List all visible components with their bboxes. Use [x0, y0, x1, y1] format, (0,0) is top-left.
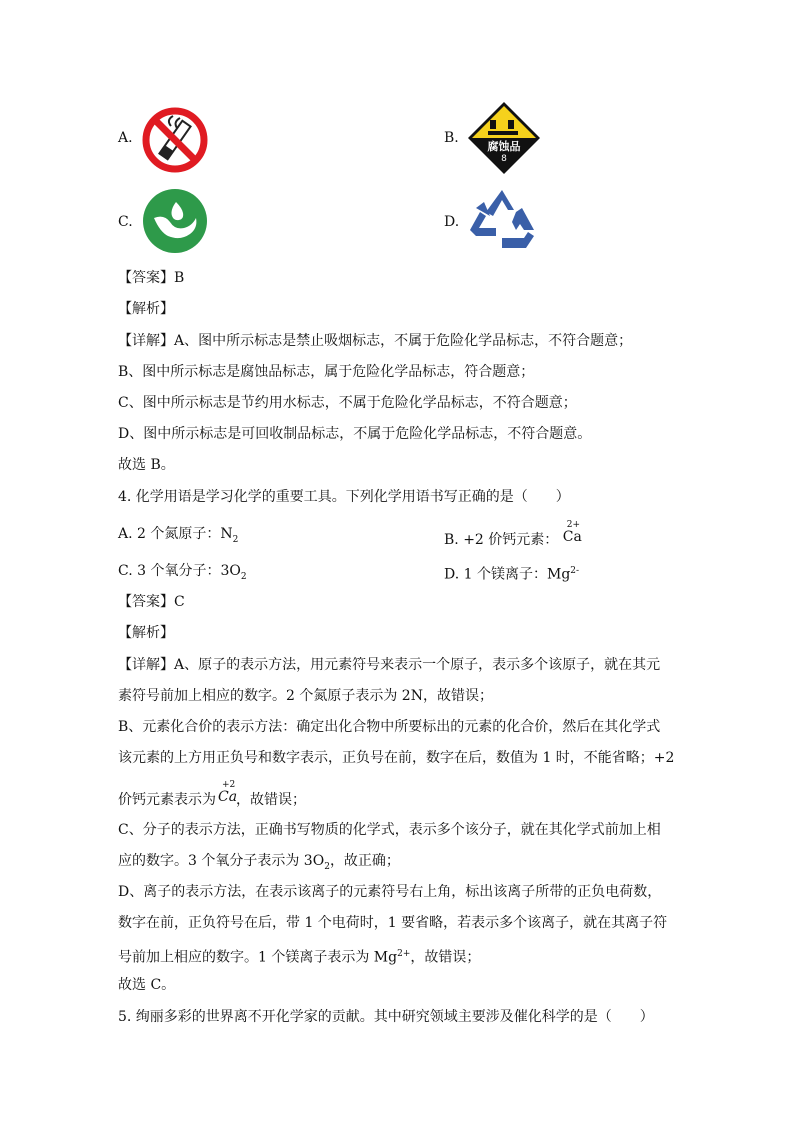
q3-answer: 【答案】B — [118, 270, 185, 286]
corrosive-sign-text: 腐蚀品 — [487, 140, 521, 153]
q4-detail-c1: C、分子的表示方法，正确书写物质的化学式，表示多个该分子，就在其化学式前加上相 — [118, 822, 661, 838]
q4-detail-c2-text: 应的数字。3 个氧分子表示为 3O — [118, 853, 325, 869]
q4-detail-d3-sup: 2+ — [397, 949, 411, 959]
q4-detail-a1: 【详解】A、原子的表示方法，用元素符号来表示一个原子，表示多个该原子，就在其元 — [118, 657, 661, 673]
q4-option-a — [118, 524, 238, 550]
option-d-label: D. — [444, 214, 460, 230]
q4-option-b-symbol: Ca — [562, 529, 582, 545]
q3-choose: 故选 B。 — [118, 457, 175, 473]
q3-detail-d: D、图中所示标志是可回收制品标志，不属于危险化学品标志，不符合题意。 — [118, 426, 592, 442]
option-a-label: A. — [118, 130, 133, 146]
corrosive-sign-icon — [466, 100, 542, 176]
q4-detail-b3-symbol: Ca — [218, 789, 238, 805]
q4-analysis-head: 【解析】 — [118, 625, 174, 641]
q4-detail-d3-post: ，故错误； — [410, 949, 481, 966]
q5-stem: 5. 绚丽多彩的世界离不开化学家的贡献。其中研究领域主要涉及催化科学的是（ ） — [118, 1009, 654, 1025]
no-smoking-icon — [141, 106, 209, 174]
q4-option-b-text: B. +2 价钙元素： — [444, 532, 559, 548]
q4-detail-b3 — [118, 780, 306, 810]
q4-detail-c2-post: ，故正确； — [329, 853, 400, 869]
q4-detail-c2-sub: 2 — [324, 861, 330, 872]
q4-option-c-text: C. 3 个氧分子：3O — [118, 563, 241, 579]
option-c-label: C. — [118, 214, 133, 230]
q3-detail-b: B、图中所示标志是腐蚀品标志，属于危险化学品标志，符合题意； — [118, 364, 535, 380]
q4-detail-b1: B、元素化合价的表示方法：确定出化合物中所要标出的元素的化合价，然后在其化学式 — [118, 719, 661, 735]
q4-choose: 故选 C。 — [118, 977, 176, 993]
q4-option-a-text: A. 2 个氮原子：N — [118, 526, 233, 542]
q4-detail-d3-text: 号前加上相应的数字。1 个镁离子表示为 Mg — [118, 949, 398, 966]
q4-detail-b3-post: ，故错误； — [236, 792, 306, 808]
q4-option-d-text: D. 1 个镁离子：Mg — [444, 566, 571, 583]
q4-stem: 4. 化学用语是学习化学的重要工具。下列化学用语书写正确的是（ ） — [118, 489, 570, 505]
q4-detail-d2: 数字在前，正负符号在后，带 1 个电荷时，1 要省略，若表示多个该离子，就在其离子符 — [118, 915, 668, 931]
q4-detail-d1: D、离子的表示方法，在表示该离子的元素符号右上角，标出该离子所带的正负电荷数， — [118, 884, 662, 900]
q4-option-b — [444, 520, 585, 550]
q4-detail-a2: 素符号前加上相应的数字。2 个氮原子表示为 2N，故错误； — [118, 688, 493, 704]
q3-detail-a: 【详解】A、图中所示标志是禁止吸烟标志，不属于危险化学品标志，不符合题意； — [118, 333, 633, 349]
q4-option-a-sub: 2 — [232, 534, 239, 545]
corrosive-sign-number: 8 — [501, 154, 507, 164]
q4-option-d — [444, 561, 579, 585]
q4-detail-b3-text: 价钙元素表示为 — [118, 792, 216, 808]
q4-detail-c2 — [118, 851, 400, 877]
q4-detail-b3-sup: +2 — [222, 780, 236, 790]
q4-answer: 【答案】C — [118, 594, 185, 610]
q4-option-c-sub: 2 — [240, 571, 247, 582]
q4-option-d-sup: 2- — [570, 566, 580, 576]
q3-analysis-head: 【解析】 — [118, 301, 174, 317]
q4-option-b-sup: 2+ — [566, 520, 581, 530]
q4-detail-d3 — [118, 944, 480, 968]
water-saving-icon — [142, 188, 208, 254]
recycle-icon — [466, 186, 538, 252]
q4-detail-b2: 该元素的上方用正负号和数字表示，正负号在前，数字在后，数值为 1 时，不能省略；+2 — [118, 750, 675, 766]
option-b-label: B. — [444, 130, 459, 146]
q4-option-c — [118, 561, 247, 587]
q3-detail-c: C、图中所示标志是节约用水标志，不属于危险化学品标志，不符合题意； — [118, 395, 577, 411]
